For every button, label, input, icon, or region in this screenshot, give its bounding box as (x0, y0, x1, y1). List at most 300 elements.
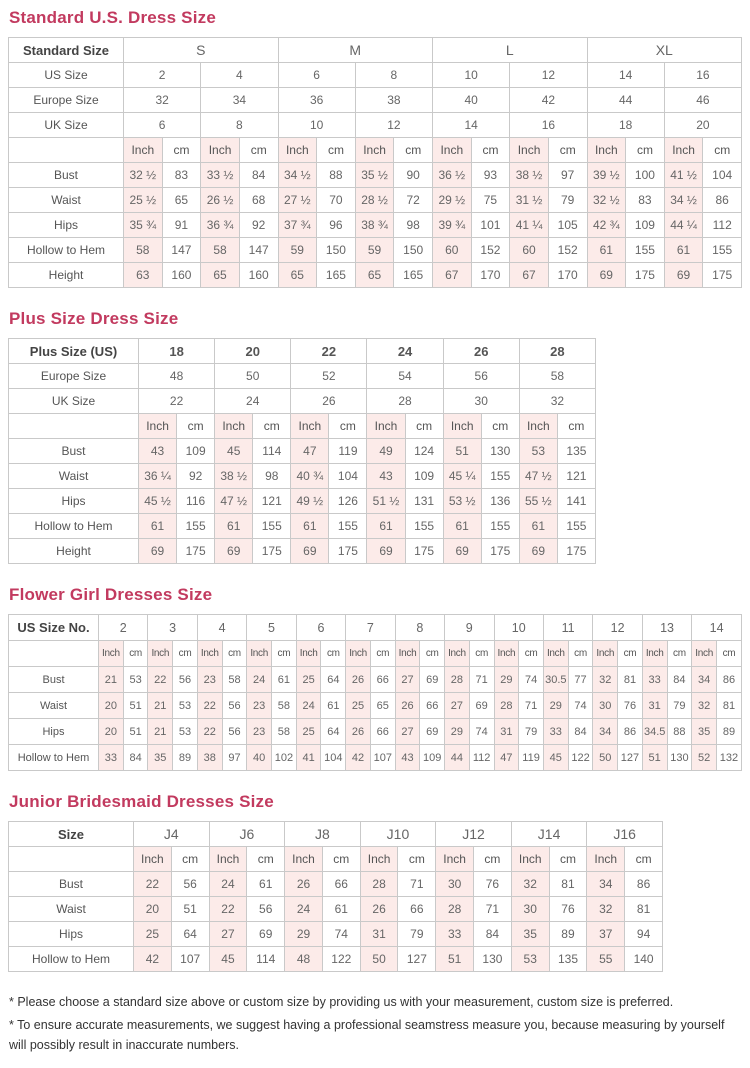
cm-value: 64 (321, 667, 346, 693)
inch-value: 44 ¼ (664, 213, 703, 238)
inch-value: 65 (355, 263, 394, 288)
cm-value: 89 (173, 745, 198, 771)
cm-value: 69 (420, 719, 445, 745)
inch-value: 69 (587, 263, 626, 288)
cm-value: 102 (272, 745, 297, 771)
measurement-row (9, 188, 742, 213)
unit-label-inch: Inch (664, 138, 703, 163)
unit-label-inch: Inch (445, 641, 470, 667)
section-flower-girl-size (8, 585, 742, 771)
row-label: Hollow to Hem (9, 947, 134, 972)
unit-label-inch: Inch (367, 414, 405, 439)
cm-value: 71 (519, 693, 544, 719)
cm-value: 71 (469, 667, 494, 693)
inch-value: 26 (346, 667, 371, 693)
cm-value: 69 (247, 922, 285, 947)
cm-value: 53 (173, 693, 198, 719)
inch-value: 61 (519, 514, 557, 539)
meta-value: 6 (278, 63, 355, 88)
inch-value: 50 (360, 947, 398, 972)
unit-label-inch: Inch (291, 414, 329, 439)
meta-value: 8 (355, 63, 432, 88)
inch-value: 43 (395, 745, 420, 771)
inch-value: 33 (642, 667, 667, 693)
cm-value: 84 (568, 719, 593, 745)
inch-value: 35 (148, 745, 173, 771)
empty-label-cell (9, 138, 124, 163)
inch-value: 45 (215, 439, 253, 464)
inch-value: 24 (209, 872, 247, 897)
inch-value: 45 (209, 947, 247, 972)
table-header-row (9, 339, 596, 364)
inch-value: 51 (642, 745, 667, 771)
inch-value: 38 (197, 745, 222, 771)
cm-value: 140 (625, 947, 663, 972)
cm-value: 127 (398, 947, 436, 972)
inch-value: 40 (247, 745, 272, 771)
inch-value: 31 (494, 719, 519, 745)
cm-value: 64 (171, 922, 209, 947)
meta-value: 48 (139, 364, 215, 389)
cm-value: 79 (667, 693, 692, 719)
cm-value: 74 (469, 719, 494, 745)
junior-bridesmaid-table-slot (8, 821, 742, 972)
cm-value: 61 (272, 667, 297, 693)
cm-value: 119 (519, 745, 544, 771)
cm-value: 56 (222, 719, 247, 745)
inch-value: 26 (346, 719, 371, 745)
cm-value: 160 (239, 263, 278, 288)
cm-value: 66 (370, 667, 395, 693)
section-title-flower-girl: Flower Girl Dresses Size (9, 585, 213, 604)
size-column-header: L (433, 38, 588, 63)
row-label: Height (9, 263, 124, 288)
inch-value: 20 (99, 693, 124, 719)
unit-label-cm: cm (474, 847, 512, 872)
inch-value: 42 ¾ (587, 213, 626, 238)
inch-value: 43 (367, 464, 405, 489)
inch-value: 26 (360, 897, 398, 922)
inch-value: 45 ¼ (443, 464, 481, 489)
meta-row (9, 113, 742, 138)
cm-value: 135 (557, 439, 595, 464)
inch-value: 59 (355, 238, 394, 263)
inch-value: 45 ½ (139, 489, 177, 514)
size-column-header: 18 (139, 339, 215, 364)
unit-label-cm: cm (626, 138, 665, 163)
measurement-row (9, 872, 663, 897)
cm-value: 74 (519, 667, 544, 693)
cm-value: 86 (703, 188, 742, 213)
meta-value: 8 (201, 113, 278, 138)
cm-value: 165 (317, 263, 356, 288)
unit-label-cm: cm (625, 847, 663, 872)
cm-value: 81 (549, 872, 587, 897)
unit-label-inch: Inch (209, 847, 247, 872)
inch-value: 33 (436, 922, 474, 947)
flower-girl-dresses-size-table (8, 614, 742, 771)
cm-value: 76 (474, 872, 512, 897)
cm-value: 72 (394, 188, 433, 213)
row-label: Bust (9, 439, 139, 464)
inch-value: 52 (692, 745, 717, 771)
inch-value: 28 (445, 667, 470, 693)
unit-label-inch: Inch (278, 138, 317, 163)
corner-label: US Size No. (9, 615, 99, 641)
cm-value: 66 (370, 719, 395, 745)
inch-value: 31 (642, 693, 667, 719)
unit-label-cm: cm (557, 414, 595, 439)
unit-label-inch: Inch (285, 847, 323, 872)
size-column-header: J10 (360, 822, 436, 847)
inch-value: 32 ½ (587, 188, 626, 213)
inch-value: 69 (215, 539, 253, 564)
empty-label-cell (9, 414, 139, 439)
table-header-row (9, 38, 742, 63)
inch-value: 27 (445, 693, 470, 719)
meta-value: 32 (124, 88, 201, 113)
inch-value: 31 ½ (510, 188, 549, 213)
inch-value: 24 (285, 897, 323, 922)
cm-value: 127 (618, 745, 643, 771)
unit-label-inch: Inch (519, 414, 557, 439)
standard-us-dress-size-table (8, 37, 742, 288)
inch-value: 27 (395, 667, 420, 693)
cm-value: 109 (177, 439, 215, 464)
unit-label-inch: Inch (247, 641, 272, 667)
plus-size-table-slot (8, 338, 742, 564)
row-label: Waist (9, 188, 124, 213)
unit-label-inch: Inch (510, 138, 549, 163)
unit-label-cm: cm (239, 138, 278, 163)
cm-value: 155 (405, 514, 443, 539)
meta-value: 40 (433, 88, 510, 113)
inch-value: 55 (587, 947, 625, 972)
meta-row (9, 389, 596, 414)
cm-value: 130 (474, 947, 512, 972)
unit-label-cm: cm (329, 414, 367, 439)
unit-label-inch: Inch (443, 414, 481, 439)
inch-value: 39 ½ (587, 163, 626, 188)
cm-value: 69 (469, 693, 494, 719)
unit-row (9, 138, 742, 163)
cm-value: 155 (481, 464, 519, 489)
inch-value: 37 (587, 922, 625, 947)
inch-value: 27 (209, 922, 247, 947)
size-chart-page (0, 2, 750, 1055)
cm-value: 90 (394, 163, 433, 188)
cm-value: 81 (625, 897, 663, 922)
unit-label-cm: cm (370, 641, 395, 667)
inch-value: 49 (367, 439, 405, 464)
inch-value: 51 (436, 947, 474, 972)
measurement-row (9, 514, 596, 539)
cm-value: 79 (398, 922, 436, 947)
cm-value: 84 (474, 922, 512, 947)
unit-label-inch: Inch (148, 641, 173, 667)
cm-value: 131 (405, 489, 443, 514)
size-column-header: 20 (215, 339, 291, 364)
meta-row (9, 364, 596, 389)
inch-value: 38 ½ (510, 163, 549, 188)
inch-value: 33 ½ (201, 163, 240, 188)
size-column-header: M (278, 38, 433, 63)
cm-value: 124 (405, 439, 443, 464)
unit-label-inch: Inch (433, 138, 472, 163)
inch-value: 37 ¾ (278, 213, 317, 238)
inch-value: 61 (367, 514, 405, 539)
inch-value: 21 (99, 667, 124, 693)
inch-value: 30 (593, 693, 618, 719)
inch-value: 35 (692, 719, 717, 745)
inch-value: 41 ½ (664, 163, 703, 188)
meta-value: 16 (510, 113, 587, 138)
meta-value: 10 (433, 63, 510, 88)
inch-value: 28 (360, 872, 398, 897)
section-plus-size-dress-size (8, 309, 742, 564)
row-label: Bust (9, 667, 99, 693)
size-column-header: 2 (99, 615, 148, 641)
cm-value: 71 (474, 897, 512, 922)
measurement-row (9, 439, 596, 464)
cm-value: 160 (162, 263, 201, 288)
measurement-row (9, 263, 742, 288)
cm-value: 88 (317, 163, 356, 188)
inch-value: 22 (134, 872, 172, 897)
cm-value: 91 (162, 213, 201, 238)
unit-label-cm: cm (398, 847, 436, 872)
cm-value: 71 (398, 872, 436, 897)
inch-value: 23 (247, 719, 272, 745)
row-label: UK Size (9, 113, 124, 138)
cm-value: 58 (272, 719, 297, 745)
cm-value: 86 (618, 719, 643, 745)
inch-value: 42 (134, 947, 172, 972)
inch-value: 36 ¾ (201, 213, 240, 238)
meta-value: 12 (510, 63, 587, 88)
inch-value: 48 (285, 947, 323, 972)
inch-value: 23 (197, 667, 222, 693)
inch-value: 69 (443, 539, 481, 564)
inch-value: 51 ½ (367, 489, 405, 514)
unit-label-inch: Inch (197, 641, 222, 667)
size-column-header: 14 (692, 615, 742, 641)
unit-row (9, 414, 596, 439)
inch-value: 67 (433, 263, 472, 288)
meta-value: 14 (433, 113, 510, 138)
unit-label-cm: cm (317, 138, 356, 163)
unit-label-cm: cm (272, 641, 297, 667)
size-column-header: 4 (197, 615, 246, 641)
size-column-header: J16 (587, 822, 663, 847)
meta-row (9, 88, 742, 113)
inch-value: 61 (587, 238, 626, 263)
inch-value: 35 ¾ (124, 213, 163, 238)
inch-value: 53 (511, 947, 549, 972)
unit-label-inch: Inch (134, 847, 172, 872)
size-column-header: XL (587, 38, 742, 63)
inch-value: 29 (543, 693, 568, 719)
unit-label-inch: Inch (296, 641, 321, 667)
row-label: Waist (9, 693, 99, 719)
cm-value: 76 (549, 897, 587, 922)
cm-value: 175 (626, 263, 665, 288)
inch-value: 20 (134, 897, 172, 922)
inch-value: 69 (367, 539, 405, 564)
standard-size-table-slot (8, 37, 742, 288)
inch-value: 27 (395, 719, 420, 745)
meta-value: 32 (519, 389, 595, 414)
cm-value: 126 (329, 489, 367, 514)
inch-value: 25 (134, 922, 172, 947)
cm-value: 107 (370, 745, 395, 771)
inch-value: 29 (445, 719, 470, 745)
cm-value: 122 (568, 745, 593, 771)
unit-label-cm: cm (568, 641, 593, 667)
inch-value: 22 (197, 693, 222, 719)
footnote-accurate-measurements: * To ensure accurate measurements, we suggest having a professional seamstress measure you, because measuring by yourself will possibly result in inaccurate numbers. (9, 1018, 725, 1052)
cm-value: 86 (716, 667, 741, 693)
inch-value: 34 (587, 872, 625, 897)
unit-label-cm: cm (548, 138, 587, 163)
cm-value: 97 (548, 163, 587, 188)
inch-value: 32 ½ (124, 163, 163, 188)
size-column-header: 13 (642, 615, 691, 641)
inch-value: 38 ¾ (355, 213, 394, 238)
inch-value: 29 (285, 922, 323, 947)
unit-label-cm: cm (123, 641, 148, 667)
inch-value: 34 ½ (278, 163, 317, 188)
size-column-header: 3 (148, 615, 197, 641)
unit-label-inch: Inch (543, 641, 568, 667)
inch-value: 25 ½ (124, 188, 163, 213)
corner-label: Standard Size (9, 38, 124, 63)
inch-value: 33 (99, 745, 124, 771)
cm-value: 56 (171, 872, 209, 897)
cm-value: 147 (239, 238, 278, 263)
inch-value: 35 ½ (355, 163, 394, 188)
inch-value: 42 (346, 745, 371, 771)
cm-value: 155 (703, 238, 742, 263)
inch-value: 49 ½ (291, 489, 329, 514)
cm-value: 89 (716, 719, 741, 745)
cm-value: 56 (247, 897, 285, 922)
meta-value: 14 (587, 63, 664, 88)
meta-value: 54 (367, 364, 443, 389)
section-title-standard: Standard U.S. Dress Size (9, 8, 216, 27)
unit-label-cm: cm (171, 847, 209, 872)
cm-value: 152 (548, 238, 587, 263)
cm-value: 136 (481, 489, 519, 514)
meta-value: 36 (278, 88, 355, 113)
cm-value: 155 (481, 514, 519, 539)
cm-value: 130 (667, 745, 692, 771)
inch-value: 22 (197, 719, 222, 745)
meta-value: 28 (367, 389, 443, 414)
unit-label-cm: cm (420, 641, 445, 667)
unit-label-inch: Inch (139, 414, 177, 439)
cm-value: 141 (557, 489, 595, 514)
cm-value: 97 (222, 745, 247, 771)
inch-value: 34 (593, 719, 618, 745)
cm-value: 68 (239, 188, 278, 213)
meta-value: 22 (139, 389, 215, 414)
cm-value: 94 (625, 922, 663, 947)
cm-value: 155 (329, 514, 367, 539)
inch-value: 28 ½ (355, 188, 394, 213)
inch-value: 41 (296, 745, 321, 771)
inch-value: 32 (692, 693, 717, 719)
row-label: US Size (9, 63, 124, 88)
inch-value: 50 (593, 745, 618, 771)
size-column-header: 12 (593, 615, 642, 641)
unit-label-cm: cm (321, 641, 346, 667)
cm-value: 155 (253, 514, 291, 539)
section-junior-bridesmaid-size (8, 792, 742, 972)
size-column-header: 28 (519, 339, 595, 364)
meta-value: 38 (355, 88, 432, 113)
cm-value: 147 (162, 238, 201, 263)
measurement-row (9, 667, 742, 693)
footnote-standard-or-custom: * Please choose a standard size above or custom size by providing us with your measurement, custom size is preferred. (9, 995, 674, 1009)
junior-bridesmaid-dresses-size-table (8, 821, 663, 972)
inch-value: 60 (510, 238, 549, 263)
inch-value: 31 (360, 922, 398, 947)
cm-value: 65 (162, 188, 201, 213)
cm-value: 105 (548, 213, 587, 238)
row-label: Height (9, 539, 139, 564)
unit-label-inch: Inch (215, 414, 253, 439)
inch-value: 60 (433, 238, 472, 263)
cm-value: 56 (173, 667, 198, 693)
cm-value: 170 (548, 263, 587, 288)
cm-value: 88 (667, 719, 692, 745)
table-header-row (9, 822, 663, 847)
unit-label-inch: Inch (360, 847, 398, 872)
cm-value: 175 (253, 539, 291, 564)
size-column-header: 8 (395, 615, 444, 641)
inch-value: 47 (494, 745, 519, 771)
inch-value: 34 ½ (664, 188, 703, 213)
inch-value: 65 (201, 263, 240, 288)
meta-value: 58 (519, 364, 595, 389)
unit-label-cm: cm (471, 138, 510, 163)
unit-label-inch: Inch (124, 138, 163, 163)
measurement-row (9, 163, 742, 188)
footnotes (9, 992, 742, 1055)
meta-value: 10 (278, 113, 355, 138)
meta-value: 16 (664, 63, 741, 88)
inch-value: 30.5 (543, 667, 568, 693)
unit-label-inch: Inch (355, 138, 394, 163)
unit-label-cm: cm (549, 847, 587, 872)
meta-value: 4 (201, 63, 278, 88)
row-label: Waist (9, 464, 139, 489)
cm-value: 170 (471, 263, 510, 288)
size-column-header: 5 (247, 615, 296, 641)
cm-value: 76 (618, 693, 643, 719)
measurement-row (9, 719, 742, 745)
cm-value: 51 (123, 693, 148, 719)
inch-value: 63 (124, 263, 163, 288)
cm-value: 74 (568, 693, 593, 719)
size-column-header: J12 (436, 822, 512, 847)
inch-value: 25 (296, 667, 321, 693)
row-label: Europe Size (9, 88, 124, 113)
inch-value: 47 (291, 439, 329, 464)
meta-value: 18 (587, 113, 664, 138)
inch-value: 58 (201, 238, 240, 263)
